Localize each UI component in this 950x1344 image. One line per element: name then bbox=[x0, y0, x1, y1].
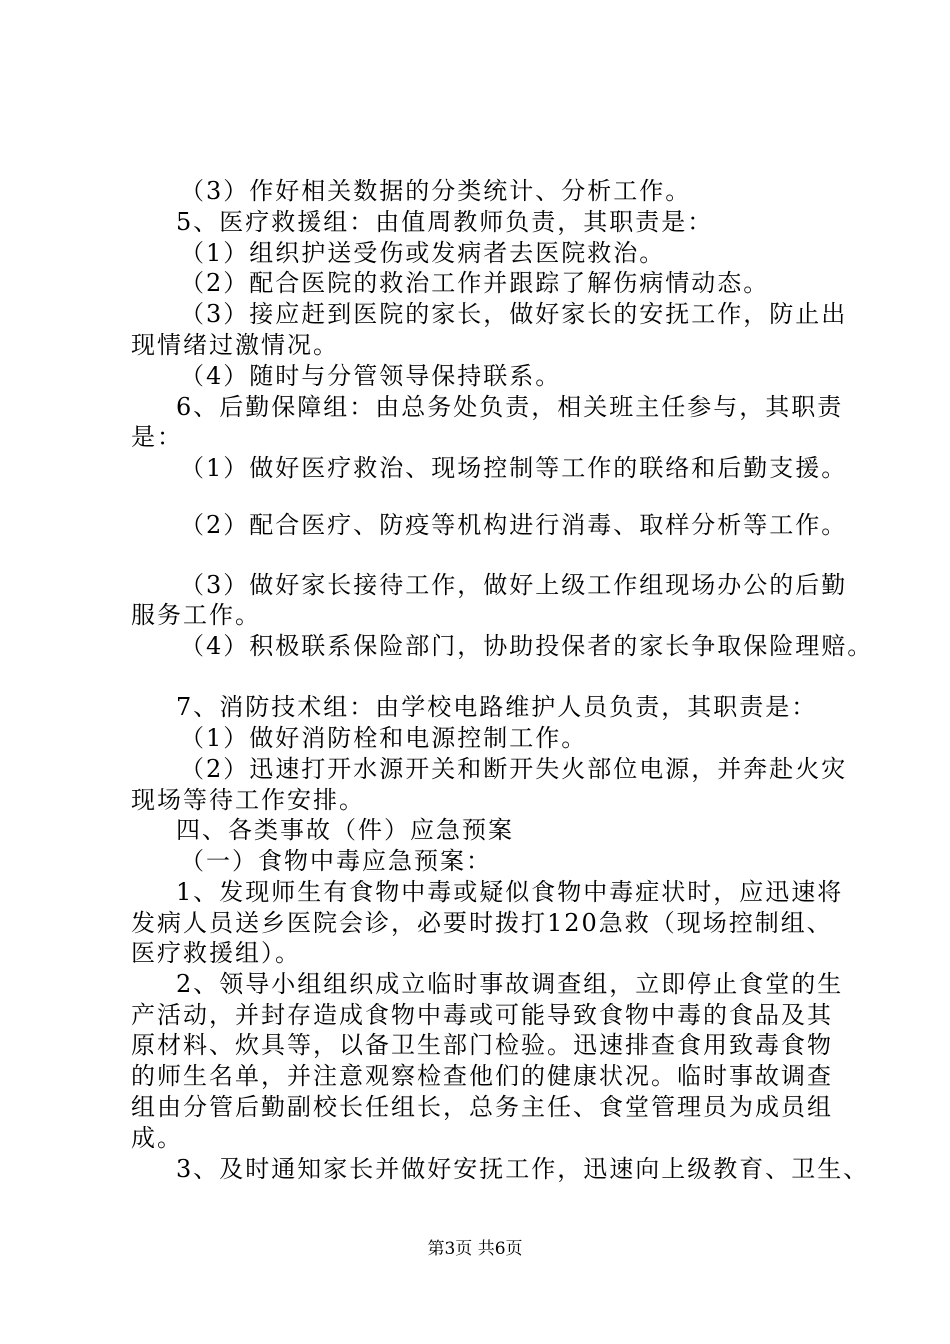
text-line: 现场等待工作安排。 bbox=[131, 786, 365, 814]
subsection-heading: （一）食物中毒应急预案： bbox=[180, 847, 492, 875]
text-line: （3）接应赶到医院的家长，做好家长的安抚工作，防止出 bbox=[180, 300, 848, 328]
text-line: 组由分管后勤副校长任组长，总务主任、食堂管理员为成员组 bbox=[131, 1093, 833, 1121]
text-line: 发病人员送乡医院会诊，必要时拨打120急救（现场控制组、 bbox=[131, 909, 833, 937]
text-line: 产活动，并封存造成食物中毒或可能导致食物中毒的食品及其 bbox=[131, 1001, 833, 1029]
text-line: 原材料、炊具等，以备卫生部门检验。迅速排查食用致毒食物 bbox=[131, 1031, 833, 1059]
text-line: （4）积极联系保险部门，协助投保者的家长争取保险理赔。 bbox=[180, 632, 874, 660]
text-line: 2、领导小组组织成立临时事故调查组，立即停止食堂的生 bbox=[176, 970, 844, 998]
text-line: （1）组织护送受伤或发病者去医院救治。 bbox=[180, 239, 666, 267]
text-line: （2）配合医院的救治工作并跟踪了解伤病情动态。 bbox=[180, 269, 770, 297]
text-line: 是： bbox=[131, 423, 183, 451]
text-line: 服务工作。 bbox=[131, 601, 261, 629]
text-line: （1）做好消防栓和电源控制工作。 bbox=[180, 724, 588, 752]
text-line: （3）做好家长接待工作，做好上级工作组现场办公的后勤 bbox=[180, 571, 848, 599]
text-line: 6、后勤保障组：由总务处负责，相关班主任参与，其职责 bbox=[176, 393, 844, 421]
text-line: 3、及时通知家长并做好安抚工作，迅速向上级教育、卫生、 bbox=[176, 1155, 870, 1183]
text-line: （2）配合医疗、防疫等机构进行消毒、取样分析等工作。 bbox=[180, 511, 848, 539]
text-line: 医疗救援组）。 bbox=[131, 939, 301, 967]
text-line: （3）作好相关数据的分类统计、分析工作。 bbox=[180, 177, 692, 205]
text-line: （4）随时与分管领导保持联系。 bbox=[180, 362, 562, 390]
text-line: 7、消防技术组：由学校电路维护人员负责，其职责是： bbox=[176, 693, 818, 721]
section-heading: 四、各类事故（件）应急预案 bbox=[176, 816, 514, 844]
text-line: 5、医疗救援组：由值周教师负责，其职责是： bbox=[176, 208, 714, 236]
text-line: 现情绪过激情况。 bbox=[131, 331, 339, 359]
text-line: （1）做好医疗救治、现场控制等工作的联络和后勤支援。 bbox=[180, 454, 848, 482]
text-line: 的师生名单，并注意观察检查他们的健康状况。临时事故调查 bbox=[131, 1062, 833, 1090]
page-number-footer: 第3页 共6页 bbox=[427, 1239, 523, 1259]
text-line: （2）迅速打开水源开关和断开失火部位电源，并奔赴火灾 bbox=[180, 755, 848, 783]
text-line: 成。 bbox=[131, 1124, 183, 1152]
text-line: 1、发现师生有食物中毒或疑似食物中毒症状时，应迅速将 bbox=[176, 878, 844, 906]
